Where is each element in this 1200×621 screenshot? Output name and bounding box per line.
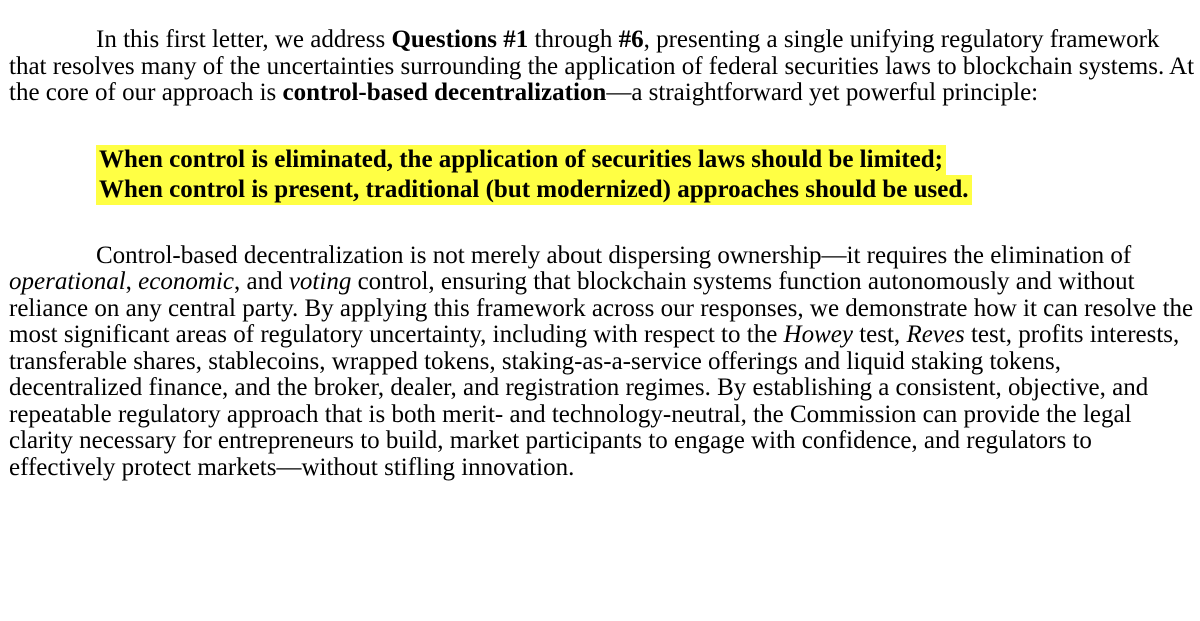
italic-reves: Reves <box>906 321 965 348</box>
text-run: —a straightforward yet powerful principle: <box>606 79 1039 106</box>
body-paragraph <box>9 243 1195 482</box>
text-run: In this first letter, we address <box>96 26 392 53</box>
document-page <box>9 27 1195 481</box>
italic-howey: Howey <box>783 321 853 348</box>
text-run: , presenting a single unifying regulatory framework that resolves many of the uncertainties surrounding the application of federal securities laws to blockchain systems. At the core of our approach is <box>9 26 1195 106</box>
principle-line-1 <box>96 145 1195 175</box>
italic-economic: economic <box>138 268 234 295</box>
bold-question-6: #6 <box>618 26 644 53</box>
text-run: test, profits interests, transferable shares, stablecoins, wrapped tokens, staking-as-a-service offerings and liquid staking tokens, decentralized finance, and the broker, dealer, and registration regimes. By establishing a consistent, objective, and repeatable regulatory approach that is both merit- and technology-neutral, the Commission can provide the legal clarity necessary for entrepreneurs to build, market participants to engage with confidence, and regulators to effectively protect markets—without stifling innovation. <box>9 321 1180 481</box>
bold-questions-1: Questions #1 <box>391 26 529 53</box>
text-run: , and <box>233 268 289 295</box>
text-run: Control-based decentralization is not merely about dispersing ownership—it requires the elimination of <box>96 241 1132 269</box>
bold-control-based-decentralization: control-based decentralization <box>282 79 607 106</box>
italic-operational: operational <box>9 268 126 295</box>
highlighted-text: When control is eliminated, the application of securities laws should be limited; <box>96 145 946 175</box>
highlighted-text: When control is present, traditional (but modernized) approaches should be used. <box>96 175 972 205</box>
intro-paragraph <box>9 27 1195 107</box>
text-run: control, ensuring that blockchain systems function autonomously and without reliance on any central party. By applying this framework across our responses, we demonstrate how it can resolve the most significant areas of regulatory uncertainty, including with respect to the <box>9 268 1194 348</box>
principle-line-2 <box>96 175 1195 205</box>
italic-voting: voting <box>288 268 352 295</box>
text-run: test, <box>852 321 907 348</box>
highlighted-principle <box>96 145 1195 205</box>
text-run: , <box>125 268 139 295</box>
text-run: through <box>528 26 619 53</box>
